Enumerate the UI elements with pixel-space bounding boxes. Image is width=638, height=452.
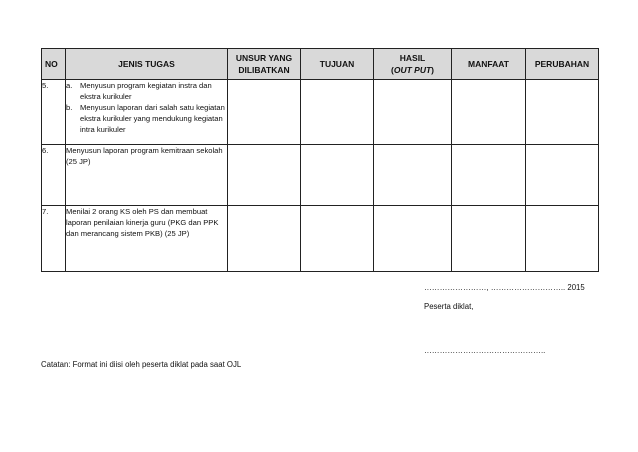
task-cell [66,80,228,145]
perubahan-cell [526,206,599,272]
header-perubahan: PERUBAHAN [526,49,599,80]
hasil-cell [374,80,452,145]
perubahan-cell [526,80,599,145]
header-hasil-prefix: ( [391,65,394,75]
footnote: Catatan: Format ini diisi oleh peserta diklat pada saat OJL [41,360,242,369]
header-unsur-line2: DILIBATKAN [238,65,290,75]
subitem-text: Menyusun program kegiatan instra dan ekstra kurikuler [80,81,212,101]
perubahan-cell [526,145,599,206]
header-manfaat: MANFAAT [452,49,526,80]
signature-role: Peserta diklat, [424,302,474,311]
unsur-cell [228,80,301,145]
tujuan-cell [301,206,374,272]
table-row [42,206,599,272]
header-no: NO [42,49,66,80]
task-cell: Menyusun laporan program kemitraan sekolah (25 JP) [66,145,228,206]
task-subitem [66,102,227,135]
table-row [42,80,599,145]
subitem-label: b. [66,103,73,112]
header-hasil-line1: HASIL [399,53,426,63]
header-hasil-suffix: ) [431,65,434,75]
task-subitem [66,80,227,102]
activity-table [41,48,599,272]
hasil-cell [374,206,452,272]
table-header-row [42,49,599,80]
signature-date-line: ……………………, ……………………….. 2015 [424,283,585,292]
task-cell: Menilai 2 orang KS oleh PS dan membuat laporan penilaian kinerja guru (PKG dan PPK dan merancang sistem PKB) (25 JP) [66,206,228,272]
tujuan-cell [301,145,374,206]
row-number: 7. [42,206,66,272]
header-unsur-line1: UNSUR YANG [235,53,293,63]
manfaat-cell [452,206,526,272]
header-jenis-tugas: JENIS TUGAS [66,49,228,80]
unsur-cell [228,145,301,206]
header-hasil-output: OUT PUT [393,65,432,75]
unsur-cell [228,206,301,272]
manfaat-cell [452,145,526,206]
signature-name-line: ……………………………………….. [424,346,546,355]
header-unsur-yang-dilibatkan [228,49,301,80]
subitem-label: a. [66,81,73,90]
manfaat-cell [452,80,526,145]
row-number: 5. [42,80,66,145]
row-number: 6. [42,145,66,206]
table-row [42,145,599,206]
header-tujuan: TUJUAN [301,49,374,80]
tujuan-cell [301,80,374,145]
hasil-cell [374,145,452,206]
subitem-text: Menyusun laporan dari salah satu kegiatan ekstra kurikuler yang mendukung kegiatan intra kurikuler [80,103,225,134]
header-hasil [374,49,452,80]
